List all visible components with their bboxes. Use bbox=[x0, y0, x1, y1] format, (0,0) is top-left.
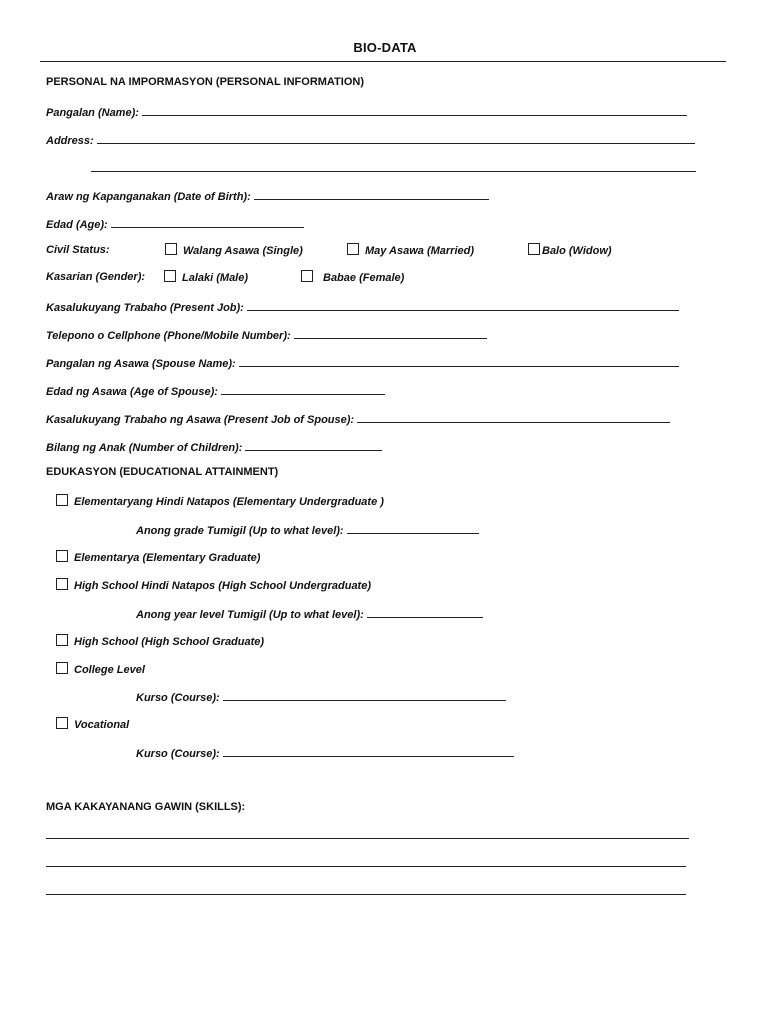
address-field-1[interactable] bbox=[97, 132, 695, 144]
vocational-course-row bbox=[136, 745, 514, 760]
spouse-age-field[interactable] bbox=[221, 383, 385, 395]
children-label: Bilang ng Anak (Number of Children): bbox=[46, 442, 243, 454]
hs-undergrad-option[interactable] bbox=[56, 578, 371, 592]
skills-field-3[interactable] bbox=[46, 894, 686, 895]
hs-level-row bbox=[136, 606, 483, 621]
address-row bbox=[46, 132, 695, 147]
name-label: Pangalan (Name): bbox=[46, 107, 139, 119]
gender-male-option[interactable] bbox=[164, 270, 248, 284]
education-heading: EDUKASYON (EDUCATIONAL ATTAINMENT) bbox=[46, 466, 279, 478]
checkbox-icon[interactable] bbox=[56, 578, 68, 590]
college-option[interactable] bbox=[56, 662, 145, 676]
elem-undergrad-option[interactable] bbox=[56, 494, 384, 508]
spouse-name-label: Pangalan ng Asawa (Spouse Name): bbox=[46, 358, 236, 370]
hs-grad-option[interactable] bbox=[56, 634, 264, 648]
checkbox-icon[interactable] bbox=[56, 494, 68, 506]
hs-undergrad-label: High School Hindi Natapos (High School Undergraduate) bbox=[74, 580, 372, 592]
job-label: Kasalukuyang Trabaho (Present Job): bbox=[46, 302, 244, 314]
gender-label: Kasarian (Gender): bbox=[46, 271, 146, 283]
address-label: Address: bbox=[46, 135, 94, 147]
college-course-field[interactable] bbox=[223, 689, 506, 701]
elem-level-label: Anong grade Tumigil (Up to what level): bbox=[136, 525, 344, 537]
age-field[interactable] bbox=[111, 216, 304, 228]
spouse-job-row bbox=[46, 411, 670, 426]
phone-field[interactable] bbox=[294, 327, 487, 339]
checkbox-icon[interactable] bbox=[56, 662, 68, 674]
checkbox-icon[interactable] bbox=[56, 634, 68, 646]
civil-status-label: Civil Status: bbox=[46, 244, 110, 256]
dob-label: Araw ng Kapanganakan (Date of Birth): bbox=[46, 191, 251, 203]
dob-field[interactable] bbox=[254, 188, 489, 200]
college-label: College Level bbox=[74, 664, 145, 676]
children-row bbox=[46, 439, 382, 454]
spouse-name-field[interactable] bbox=[239, 355, 679, 367]
spouse-name-row bbox=[46, 355, 679, 370]
spouse-job-field[interactable] bbox=[357, 411, 670, 423]
skills-heading: MGA KAKAYANANG GAWIN (SKILLS): bbox=[46, 801, 246, 813]
skills-field-1[interactable] bbox=[46, 838, 689, 839]
skills-field-2[interactable] bbox=[46, 866, 686, 867]
checkbox-icon[interactable] bbox=[528, 243, 540, 255]
vocational-option[interactable] bbox=[56, 717, 129, 731]
checkbox-icon[interactable] bbox=[165, 243, 177, 255]
civil-single-option[interactable] bbox=[165, 243, 303, 257]
name-row bbox=[46, 104, 687, 119]
checkbox-icon[interactable] bbox=[347, 243, 359, 255]
civil-single-label: Walang Asawa (Single) bbox=[183, 245, 303, 257]
children-field[interactable] bbox=[245, 439, 382, 451]
checkbox-icon[interactable] bbox=[56, 550, 68, 562]
hs-level-label: Anong year level Tumigil (Up to what level): bbox=[136, 609, 364, 621]
vocational-label: Vocational bbox=[74, 719, 130, 731]
vocational-course-field[interactable] bbox=[223, 745, 514, 757]
elem-level-field[interactable] bbox=[347, 522, 479, 534]
checkbox-icon[interactable] bbox=[301, 270, 313, 282]
phone-row bbox=[46, 327, 487, 342]
gender-female-option[interactable] bbox=[301, 270, 404, 284]
dob-row bbox=[46, 188, 489, 203]
gender-male-label: Lalaki (Male) bbox=[182, 272, 249, 284]
spouse-job-label: Kasalukuyang Trabaho ng Asawa (Present Job of Spouse): bbox=[46, 414, 355, 426]
job-row bbox=[46, 299, 679, 314]
title-divider bbox=[40, 61, 726, 62]
elem-grad-option[interactable] bbox=[56, 550, 260, 564]
college-course-label: Kurso (Course): bbox=[136, 692, 220, 704]
page-title: BIO-DATA bbox=[353, 40, 417, 55]
spouse-age-label: Edad ng Asawa (Age of Spouse): bbox=[46, 386, 218, 398]
address-field-2[interactable] bbox=[91, 171, 696, 172]
gender-female-label: Babae (Female) bbox=[323, 272, 405, 284]
elem-level-row bbox=[136, 522, 479, 537]
vocational-course-label: Kurso (Course): bbox=[136, 748, 220, 760]
name-field[interactable] bbox=[142, 104, 687, 116]
college-course-row bbox=[136, 689, 506, 704]
spouse-age-row bbox=[46, 383, 385, 398]
checkbox-icon[interactable] bbox=[56, 717, 68, 729]
civil-widow-label: Balo (Widow) bbox=[542, 245, 612, 257]
civil-married-label: May Asawa (Married) bbox=[365, 245, 475, 257]
checkbox-icon[interactable] bbox=[164, 270, 176, 282]
elem-grad-label: Elementarya (Elementary Graduate) bbox=[74, 552, 261, 564]
civil-widow-option[interactable] bbox=[528, 243, 612, 257]
hs-level-field[interactable] bbox=[367, 606, 483, 618]
civil-married-option[interactable] bbox=[347, 243, 474, 257]
hs-grad-label: High School (High School Graduate) bbox=[74, 636, 265, 648]
job-field[interactable] bbox=[247, 299, 679, 311]
personal-info-heading: PERSONAL NA IMPORMASYON (PERSONAL INFORMATION) bbox=[46, 76, 364, 88]
phone-label: Telepono o Cellphone (Phone/Mobile Number): bbox=[46, 330, 291, 342]
elem-undergrad-label: Elementaryang Hindi Natapos (Elementary Undergraduate ) bbox=[74, 496, 384, 508]
age-row bbox=[46, 216, 304, 231]
age-label: Edad (Age): bbox=[46, 219, 108, 231]
